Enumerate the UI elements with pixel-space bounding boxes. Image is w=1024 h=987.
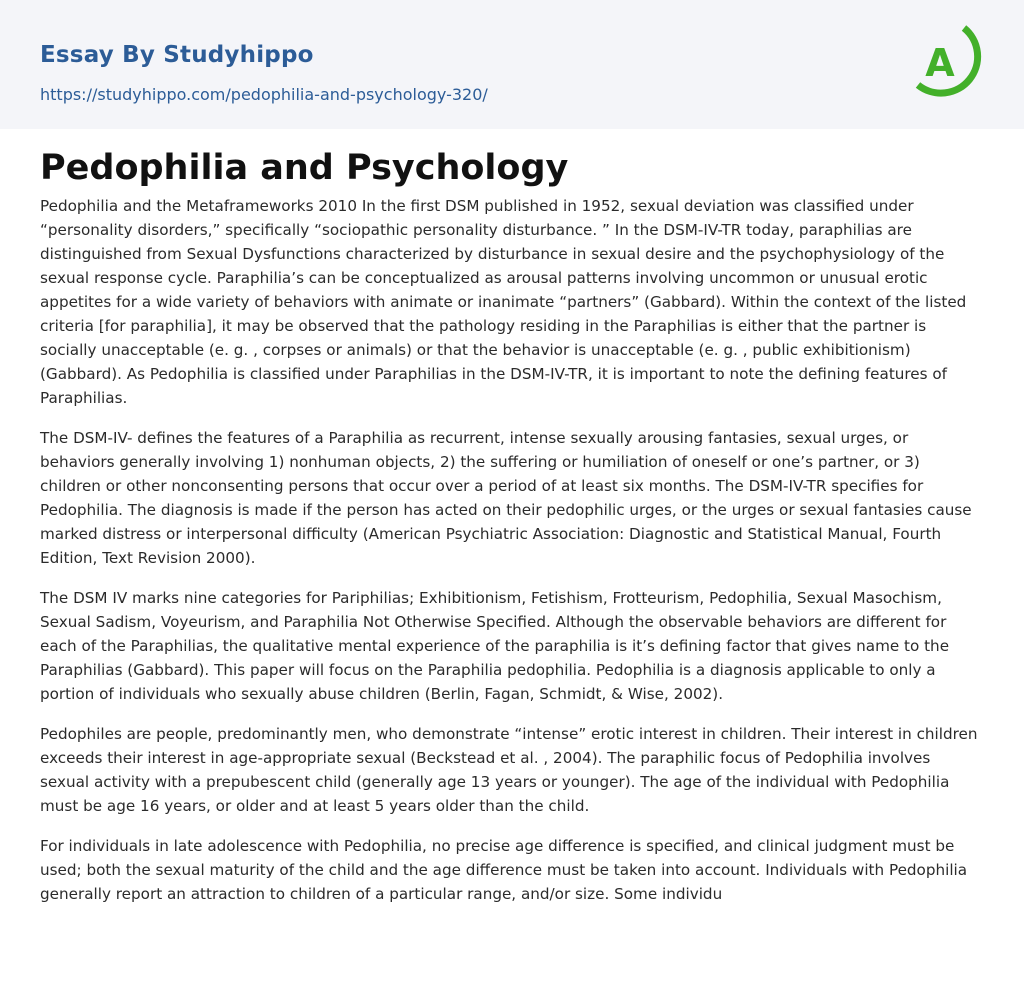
essay-url-link[interactable]: https://studyhippo.com/pedophilia-and-psychology-320/ xyxy=(40,85,488,104)
logo-letter: A xyxy=(925,41,955,85)
studyhippo-logo-icon[interactable] xyxy=(912,19,986,105)
essay-paragraph: Pedophilia and the Metaframeworks 2010 In the first DSM published in 1952, sexual deviation was classified under “personality disorders,” specifically “sociopathic personality disturbance. ” In the DSM-IV-TR today, paraphilias are distinguished from Sexual Dysfunctions characterized by disturbance in sexual desire and the psychophysiology of the sexual response cycle. Paraphilia’s can be conceptualized as arousal patterns involving uncommon or unusual erotic appetites for a wide variety of behaviors with animate or inanimate “partners” (Gabbard). Within the context of the listed criteria [for paraphilia], it may be observed that the pathology residing in the Paraphilias is either that the partner is socially unacceptable (e. g. , corpses or animals) or that the behavior is unacceptable (e. g. , public exhibitionism) (Gabbard). As Pedophilia is classified under Paraphilias in the DSM-IV-TR, it is important to note the defining features of Paraphilias. xyxy=(40,197,967,407)
page-title: Pedophilia and Psychology xyxy=(40,148,569,188)
essay-paragraph: Pedophiles are people, predominantly men, who demonstrate “intense” erotic interest in children. Their interest in children exceeds their interest in age-appropriate sexual (Beckstead et al. , 2004). The paraphilic focus of Pedophilia involves sexual activity with a prepubescent child (generally age 13 years or younger). The age of the individual with Pedophilia must be age 16 years, or older and at least 5 years older than the child. xyxy=(40,725,978,815)
essay-body xyxy=(40,194,984,922)
essay-paragraph: The DSM IV marks nine categories for Pariphilias; Exhibitionism, Fetishism, Frotteurism, Pedophilia, Sexual Masochism, Sexual Sadism, Voyeurism, and Paraphilia Not Otherwise Specified. Although the observable behaviors are different for each of the Paraphilias, the qualitative mental experience of the paraphilia is it’s defining factor that gives name to the Paraphilias (Gabbard). This paper will focus on the Paraphilia pedophilia. Pedophilia is a diagnosis applicable to only a portion of individuals who sexually abuse children (Berlin, Fagan, Schmidt, & Wise, 2002). xyxy=(40,589,950,703)
brand-title[interactable]: Essay By Studyhippo xyxy=(40,42,314,68)
essay-paragraph: For individuals in late adolescence with Pedophilia, no precise age difference is specified, and clinical judgment must be used; both the sexual maturity of the child and the age difference must be taken into account. Individuals with Pedophilia generally report an attraction to children of a particular range, and/or size. Some individu xyxy=(40,837,968,903)
essay-paragraph: The DSM-IV- defines the features of a Paraphilia as recurrent, intense sexually arousing fantasies, sexual urges, or behaviors generally involving 1) nonhuman objects, 2) the suffering or humiliation of oneself or one’s partner, or 3) children or other nonconsenting persons that occur over a period of at least six months. The DSM-IV-TR specifies for Pedophilia. The diagnosis is made if the person has acted on their pedophilic urges, or the urges or sexual fantasies cause marked distress or interpersonal difficulty (American Psychiatric Association: Diagnostic and Statistical Manual, Fourth Edition, Text Revision 2000). xyxy=(40,429,972,567)
